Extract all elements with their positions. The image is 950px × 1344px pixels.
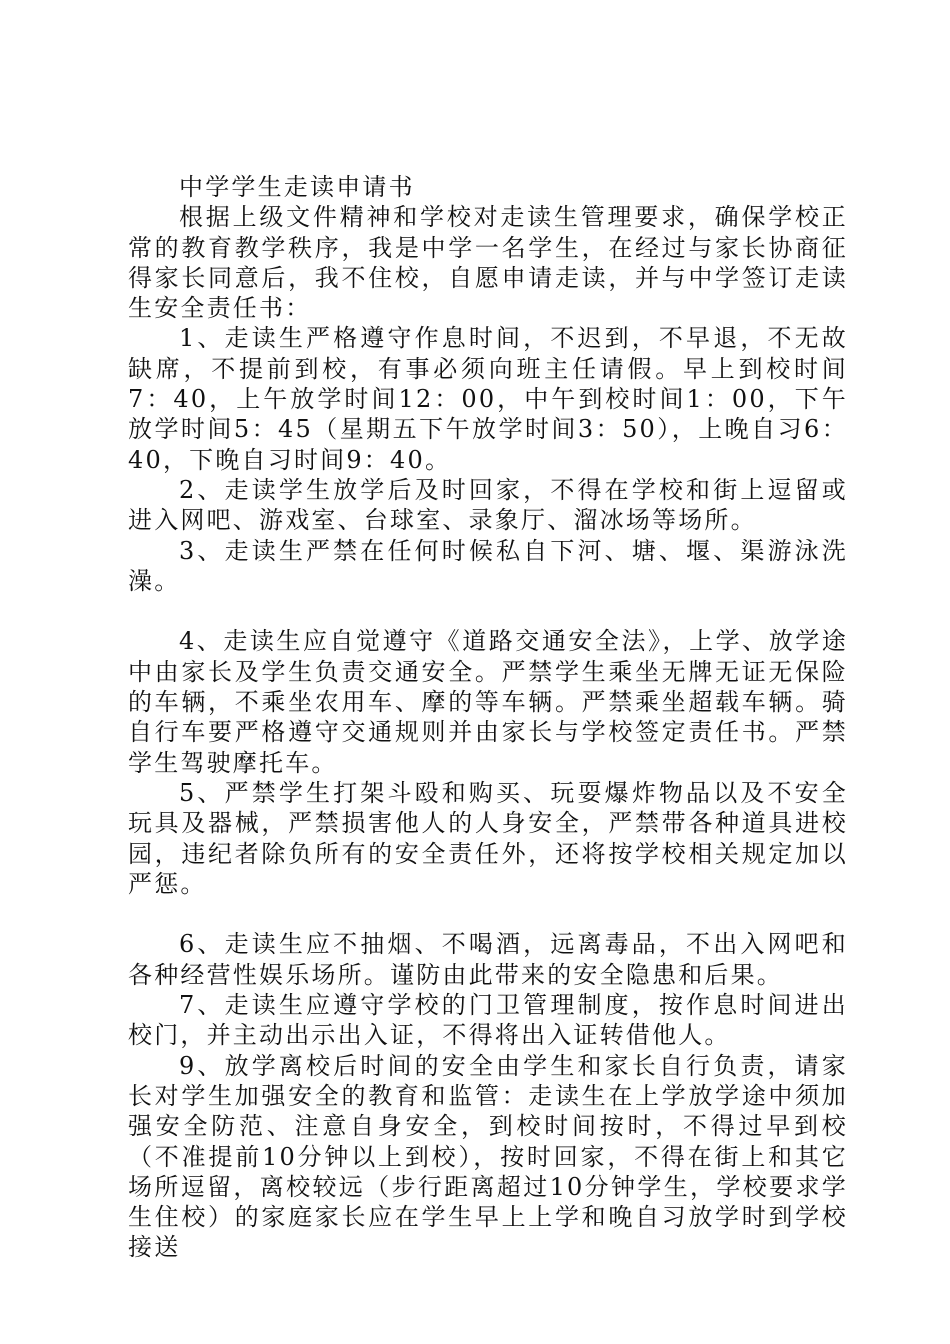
paragraph-gap [128, 899, 848, 929]
clause-1: 1、走读生严格遵守作息时间，不迟到，不早退，不无故缺席，不提前到校，有事必须向班主任请假。早上到校时间7：40，上午放学时间12：00，中午到校时间1：00，下午放学时间5：45（星期五下午放学时间3：50），上晚自习6：40，下晚自习时间9：40。 [128, 324, 848, 474]
clause-2: 2、走读学生放学后及时回家，不得在学校和街上逗留或进入网吧、游戏室、台球室、录象厅、溜冰场等场所。 [128, 475, 848, 535]
clause-7: 7、走读生应遵守学校的门卫管理制度，按作息时间进出校门，并主动出示出入证，不得将出入证转借他人。 [128, 991, 848, 1050]
document-title: 中学学生走读申请书 [179, 173, 415, 201]
intro-paragraph: 根据上级文件精神和学校对走读生管理要求，确保学校正常的教育教学秩序，我是中学一名学生，在经过与家长协商征得家长同意后，我不住校，自愿申请走读，并与中学签订走读生安全责任书： [128, 203, 848, 323]
clause-6: 6、走读生应不抽烟、不喝酒，远离毒品，不出入网吧和各种经营性娱乐场所。谨防由此带来的安全隐患和后果。 [128, 930, 848, 989]
clause-4: 4、走读生应自觉遵守《道路交通安全法》，上学、放学途中由家长及学生负责交通安全。严禁学生乘坐无牌无证无保险的车辆，不乘坐农用车、摩的等车辆。严禁乘坐超载车辆。骑自行车要严格遵守交通规则并由家长与学校签定责任书。严禁学生驾驶摩托车。 [128, 627, 848, 777]
clause-5: 5、严禁学生打架斗殴和购买、玩耍爆炸物品以及不安全玩具及器械，严禁损害他人的人身安全，严禁带各种道具进校园，违纪者除负所有的安全责任外，还将按学校相关规定加以严惩。 [128, 778, 848, 898]
clause-3: 3、走读生严禁在任何时候私自下河、塘、堰、渠游泳洗澡。 [128, 536, 848, 595]
clause-9: 9、放学离校后时间的安全由学生和家长自行负责，请家长对学生加强安全的教育和监管：走读生在上学放学途中须加强安全防范、注意自身安全，到校时间按时，不得过早到校（不准提前10分钟以上到校），按时回家，不得在街上和其它场所逗留，离校较远（步行距离超过10分钟学生，学校要求学生住校）的家庭家长应在学生早上上学和晚自习放学时到学校接送 [128, 1051, 848, 1262]
document-body [128, 172, 848, 1263]
paragraph-gap [128, 596, 848, 626]
